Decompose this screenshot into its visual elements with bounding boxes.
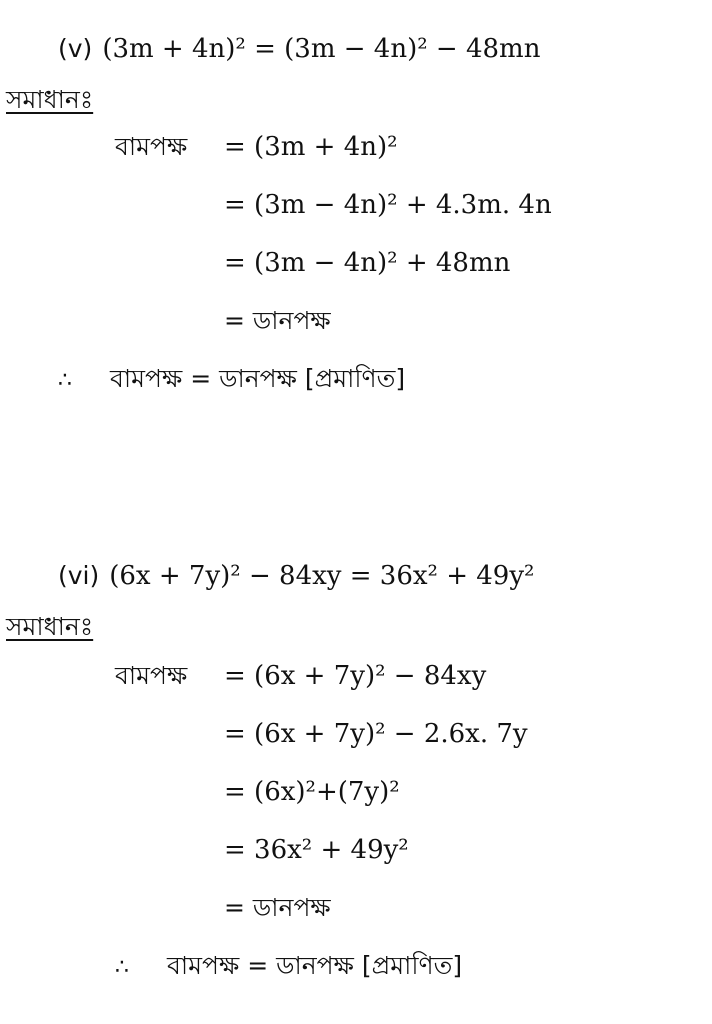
problem-v-statement: (3m + 4n)² = (3m − 4n)² − 48mn (102, 34, 541, 64)
problem-vi-lhs-label: বামপক্ষ (115, 661, 188, 690)
problem-vi-header (58, 563, 534, 589)
problem-v-step-2: = (3m − 4n)² + 4.3m. 4n (224, 190, 552, 220)
problem-vi-solution-heading: সমাধানঃ (6, 612, 94, 641)
problem-v-conclusion: বামপক্ষ = ডানপক্ষ [প্রমাণিত] (110, 364, 406, 393)
problem-vi-step-3: = (6x)²+(7y)² (224, 777, 400, 807)
problem-vi-number: (vi) (58, 561, 100, 590)
problem-vi-step-1: = (6x + 7y)² − 84xy (224, 661, 487, 691)
problem-vi-lhs-row (115, 663, 187, 688)
problem-v-lhs-row (115, 134, 187, 159)
problem-v-step-1: = (3m + 4n)² (224, 132, 398, 162)
problem-vi-step-2: = (6x + 7y)² − 2.6x. 7y (224, 719, 528, 749)
problem-v-solution-heading: সমাধানঃ (6, 85, 94, 114)
problem-vi-step-4: = 36x² + 49y² (224, 835, 409, 865)
problem-v-number: (v) (58, 34, 93, 63)
problem-v-step-4: = ডানপক্ষ (224, 306, 331, 335)
problem-vi-conclusion-row (115, 953, 462, 979)
problem-vi-step-5: = ডানপক্ষ (224, 893, 331, 922)
therefore-symbol-vi: ∴ (115, 955, 129, 980)
problem-vi-statement: (6x + 7y)² − 84xy = 36x² + 49y² (109, 561, 535, 591)
problem-v-lhs-label: বামপক্ষ (115, 132, 188, 161)
problem-v-header (58, 36, 540, 62)
therefore-symbol-v: ∴ (58, 368, 72, 393)
problem-vi-conclusion: বামপক্ষ = ডানপক্ষ [প্রমাণিত] (167, 951, 463, 980)
problem-v-conclusion-row (58, 366, 405, 392)
problem-v-step-3: = (3m − 4n)² + 48mn (224, 248, 511, 278)
